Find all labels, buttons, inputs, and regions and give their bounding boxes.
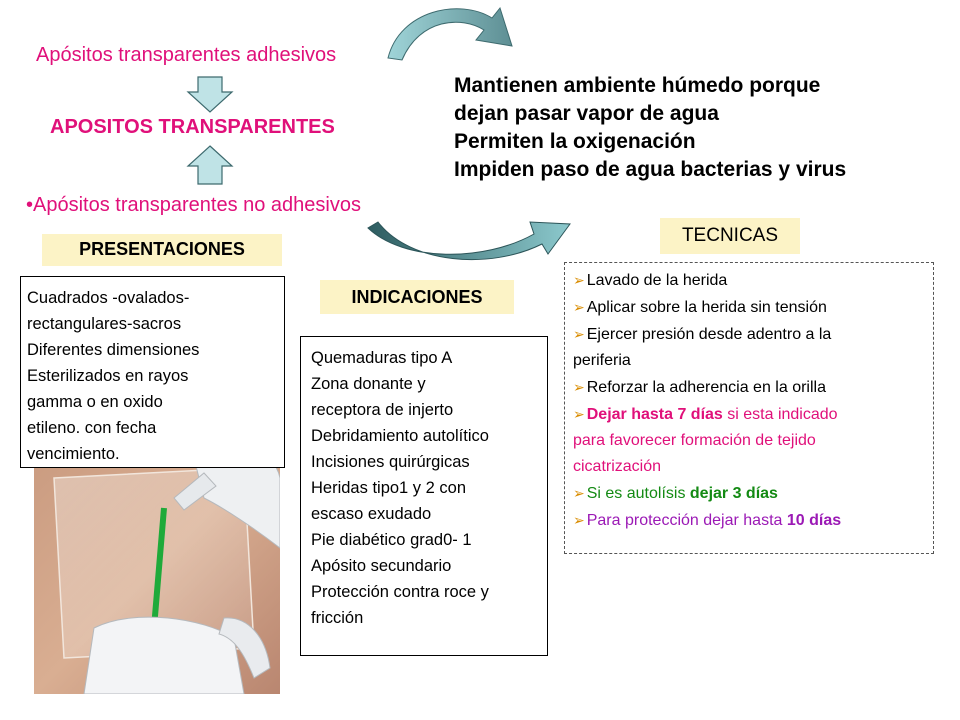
properties-text (454, 72, 846, 184)
curved-arrow-bottom-icon (364, 214, 574, 264)
list-item: ➢ Si es autolísis dejar 3 días (573, 485, 778, 502)
non-adhesive-dressings-title: •Apósitos transparentes no adhesivos (26, 194, 361, 216)
list-item: etileno. con fecha (27, 419, 157, 437)
arrow-bullet-icon: ➢ (573, 299, 585, 315)
property-line: dejan pasar vapor de agua (454, 102, 719, 125)
list-item: ➢ Aplicar sobre la herida sin tensión (573, 299, 827, 316)
list-item: Debridamiento autolítico (311, 427, 489, 445)
presentaciones-label: PRESENTACIONES (42, 234, 282, 266)
indicaciones-box (300, 336, 548, 656)
presentaciones-box (20, 276, 285, 468)
list-item-continuation: para favorecer formación de tejido (573, 432, 816, 449)
list-item: ➢ Ejercer presión desde adentro a la (573, 326, 832, 343)
list-item: escaso exudado (311, 505, 432, 523)
list-item: rectangulares-sacros (27, 315, 182, 333)
list-item: Quemaduras tipo A (311, 349, 453, 367)
list-item: gamma o en oxido (27, 393, 163, 411)
list-item: ➢ Para protección dejar hasta 10 días (573, 512, 842, 529)
list-item: Heridas tipo1 y 2 con (311, 479, 467, 497)
property-line: Permiten la oxigenación (454, 130, 696, 153)
list-item: Diferentes dimensiones (27, 341, 200, 359)
arrow-bullet-icon: ➢ (573, 379, 585, 395)
property-line: Mantienen ambiente húmedo porque (454, 74, 821, 97)
list-item-continuation: cicatrización (573, 458, 662, 475)
indicaciones-label: INDICACIONES (320, 280, 514, 314)
list-item-continuation: periferia (573, 352, 631, 369)
list-item: Zona donante y (311, 375, 426, 393)
list-item: Pie diabético grad0- 1 (311, 531, 472, 549)
arrow-bullet-icon: ➢ (573, 326, 585, 342)
adhesive-dressings-title: Apósitos transparentes adhesivos (36, 44, 337, 66)
arrow-bullet-icon: ➢ (573, 272, 585, 288)
list-item: Incisiones quirúrgicas (311, 453, 470, 471)
arrow-up-icon (186, 144, 234, 186)
property-line: Impiden paso de agua bacterias y virus (454, 158, 847, 181)
list-item: fricción (311, 609, 364, 627)
list-item: Apósito secundario (311, 557, 452, 575)
list-item: ➢ Dejar hasta 7 días si esta indicado (573, 406, 838, 423)
list-item: Cuadrados -ovalados- (27, 289, 190, 307)
arrow-bullet-icon: ➢ (573, 512, 585, 528)
arrow-bullet-icon: ➢ (573, 485, 585, 501)
list-item: vencimiento. (27, 445, 120, 463)
tecnicas-box (564, 262, 934, 554)
list-item: Protección contra roce y (311, 583, 489, 601)
list-item: ➢ Reforzar la adherencia en la orilla (573, 379, 826, 396)
arrow-bullet-icon: ➢ (573, 406, 585, 422)
tecnicas-label: TECNICAS (660, 218, 800, 254)
list-item: receptora de injerto (311, 401, 454, 419)
list-item: Esterilizados en rayos (27, 367, 189, 385)
arrow-down-icon (186, 76, 234, 114)
main-title: APOSITOS TRANSPARENTES (50, 116, 335, 138)
curved-arrow-top-icon (380, 0, 520, 70)
list-item: ➢ Lavado de la herida (573, 272, 728, 289)
dressing-application-photo (34, 438, 280, 694)
